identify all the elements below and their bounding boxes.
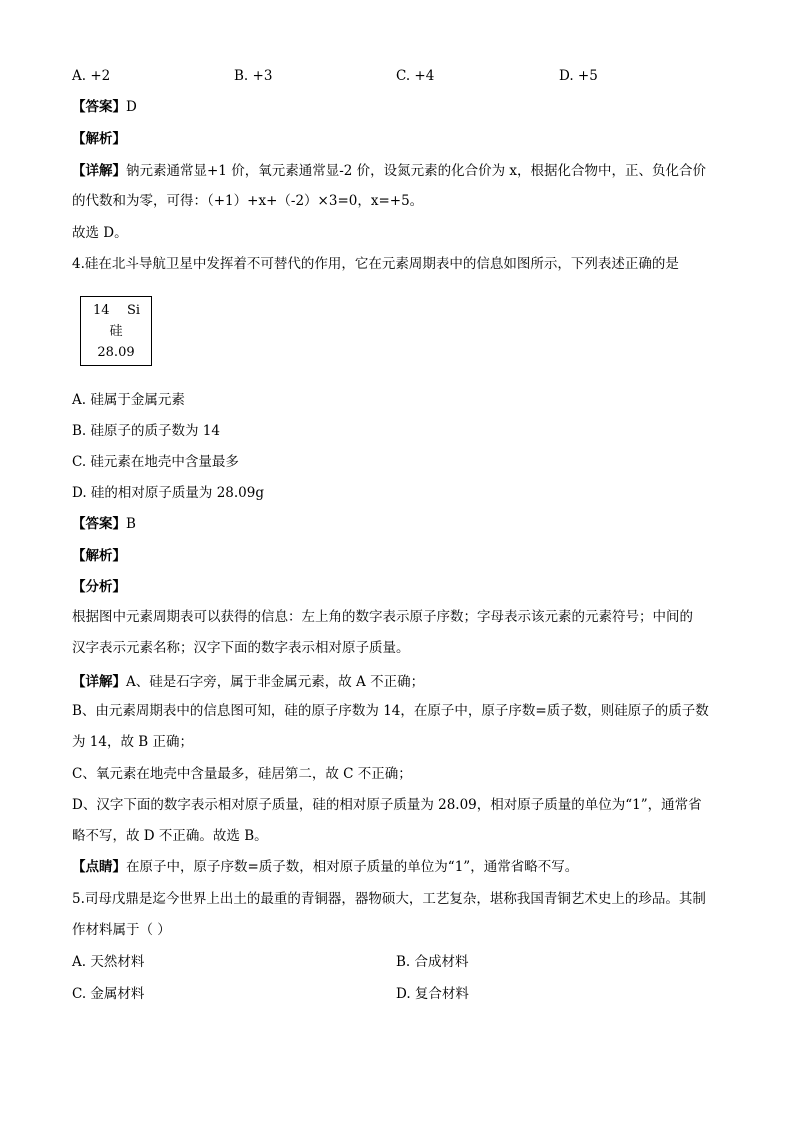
q5-option-d: D. 复合材料 bbox=[396, 986, 469, 1002]
q4-dianjing: 【点睛】在原子中，原子序数=质子数，相对原子质量的单位为“1”，通常省略不写。 bbox=[72, 859, 579, 875]
q5-option-a: A. 天然材料 bbox=[72, 954, 145, 970]
q4-answer-line: 【答案】B bbox=[72, 516, 136, 532]
option-c: C. +4 bbox=[396, 68, 435, 84]
analysis-tag: 【解析】 bbox=[72, 131, 126, 147]
q5-option-c: C. 金属材料 bbox=[72, 986, 145, 1002]
element-tile-silicon bbox=[80, 296, 152, 366]
option-d: D. +5 bbox=[559, 68, 598, 84]
option-b: B. +3 bbox=[234, 68, 273, 84]
answer-line bbox=[72, 97, 137, 117]
q4-analysis-tag: 【解析】 bbox=[72, 548, 126, 564]
answer-tag: 【答案】 bbox=[72, 99, 126, 115]
q4-fenxi-line-1: 根据图中元素周期表可以获得的信息：左上角的数字表示原子序数；字母表示该元素的元素符号；中间的 bbox=[72, 609, 693, 625]
q4-detail-d-2: 略不写，故 D 不正确。故选 B。 bbox=[72, 828, 268, 844]
q5-option-b: B. 合成材料 bbox=[396, 954, 469, 970]
question-5-stem-2: 作材料属于（ ） bbox=[72, 922, 171, 938]
q4-detail-a: 【详解】A、硅是石字旁，属于非金属元素，故 A 不正确； bbox=[72, 674, 425, 690]
detail-line-3: 故选 D。 bbox=[72, 225, 128, 241]
question-5-stem-1: 5.司母戊鼎是迄今世界上出土的最重的青铜器，器物硕大，工艺复杂，堪称我国青铜艺术史上的珍品。其制 bbox=[72, 891, 706, 907]
q4-detail-c: C、氧元素在地壳中含量最多，硅居第二，故 C 不正确； bbox=[72, 766, 412, 782]
question-4-stem: 4.硅在北斗导航卫星中发挥着不可替代的作用，它在元素周期表中的信息如图所示，下列表述正确的是 bbox=[72, 256, 679, 272]
q4-option-c: C. 硅元素在地壳中含量最多 bbox=[72, 454, 239, 470]
q4-detail-b-1: B、由元素周期表中的信息图可知，硅的原子序数为 14，在原子中，原子序数=质子数，则硅原子的质子数 bbox=[72, 703, 709, 719]
option-a: A. +2 bbox=[72, 68, 111, 84]
element-symbol: Si bbox=[127, 303, 141, 318]
detail-tag: 【详解】 bbox=[72, 163, 126, 179]
q4-fenxi-line-2: 汉字表示元素名称；汉字下面的数字表示相对原子质量。 bbox=[72, 640, 410, 656]
q4-option-b: B. 硅原子的质子数为 14 bbox=[72, 423, 220, 439]
element-name: 硅 bbox=[109, 324, 123, 339]
q4-option-d: D. 硅的相对原子质量为 28.09g bbox=[72, 485, 265, 501]
q4-detail-d-1: D、汉字下面的数字表示相对原子质量，硅的相对原子质量为 28.09，相对原子质量的单位为“1”，通常省 bbox=[72, 797, 702, 813]
detail-line-2: 的代数和为零，可得：（+1）+x+（-2）×3=0，x=+5。 bbox=[72, 193, 424, 209]
q4-detail-b-2: 为 14，故 B 正确； bbox=[72, 734, 193, 750]
q4-answer-value: B bbox=[126, 516, 136, 532]
detail-line-1 bbox=[72, 161, 706, 181]
detail-text: 钠元素通常显+1 价，氧元素通常显-2 价，设氮元素的化合价为 x，根据化合物中，正、负化合价 bbox=[126, 163, 707, 179]
q4-fenxi-tag: 【分析】 bbox=[72, 579, 126, 595]
element-number: 14 bbox=[93, 303, 110, 318]
q4-option-a: A. 硅属于金属元素 bbox=[72, 392, 185, 408]
element-mass: 28.09 bbox=[97, 345, 135, 360]
answer-value: D bbox=[126, 99, 137, 115]
